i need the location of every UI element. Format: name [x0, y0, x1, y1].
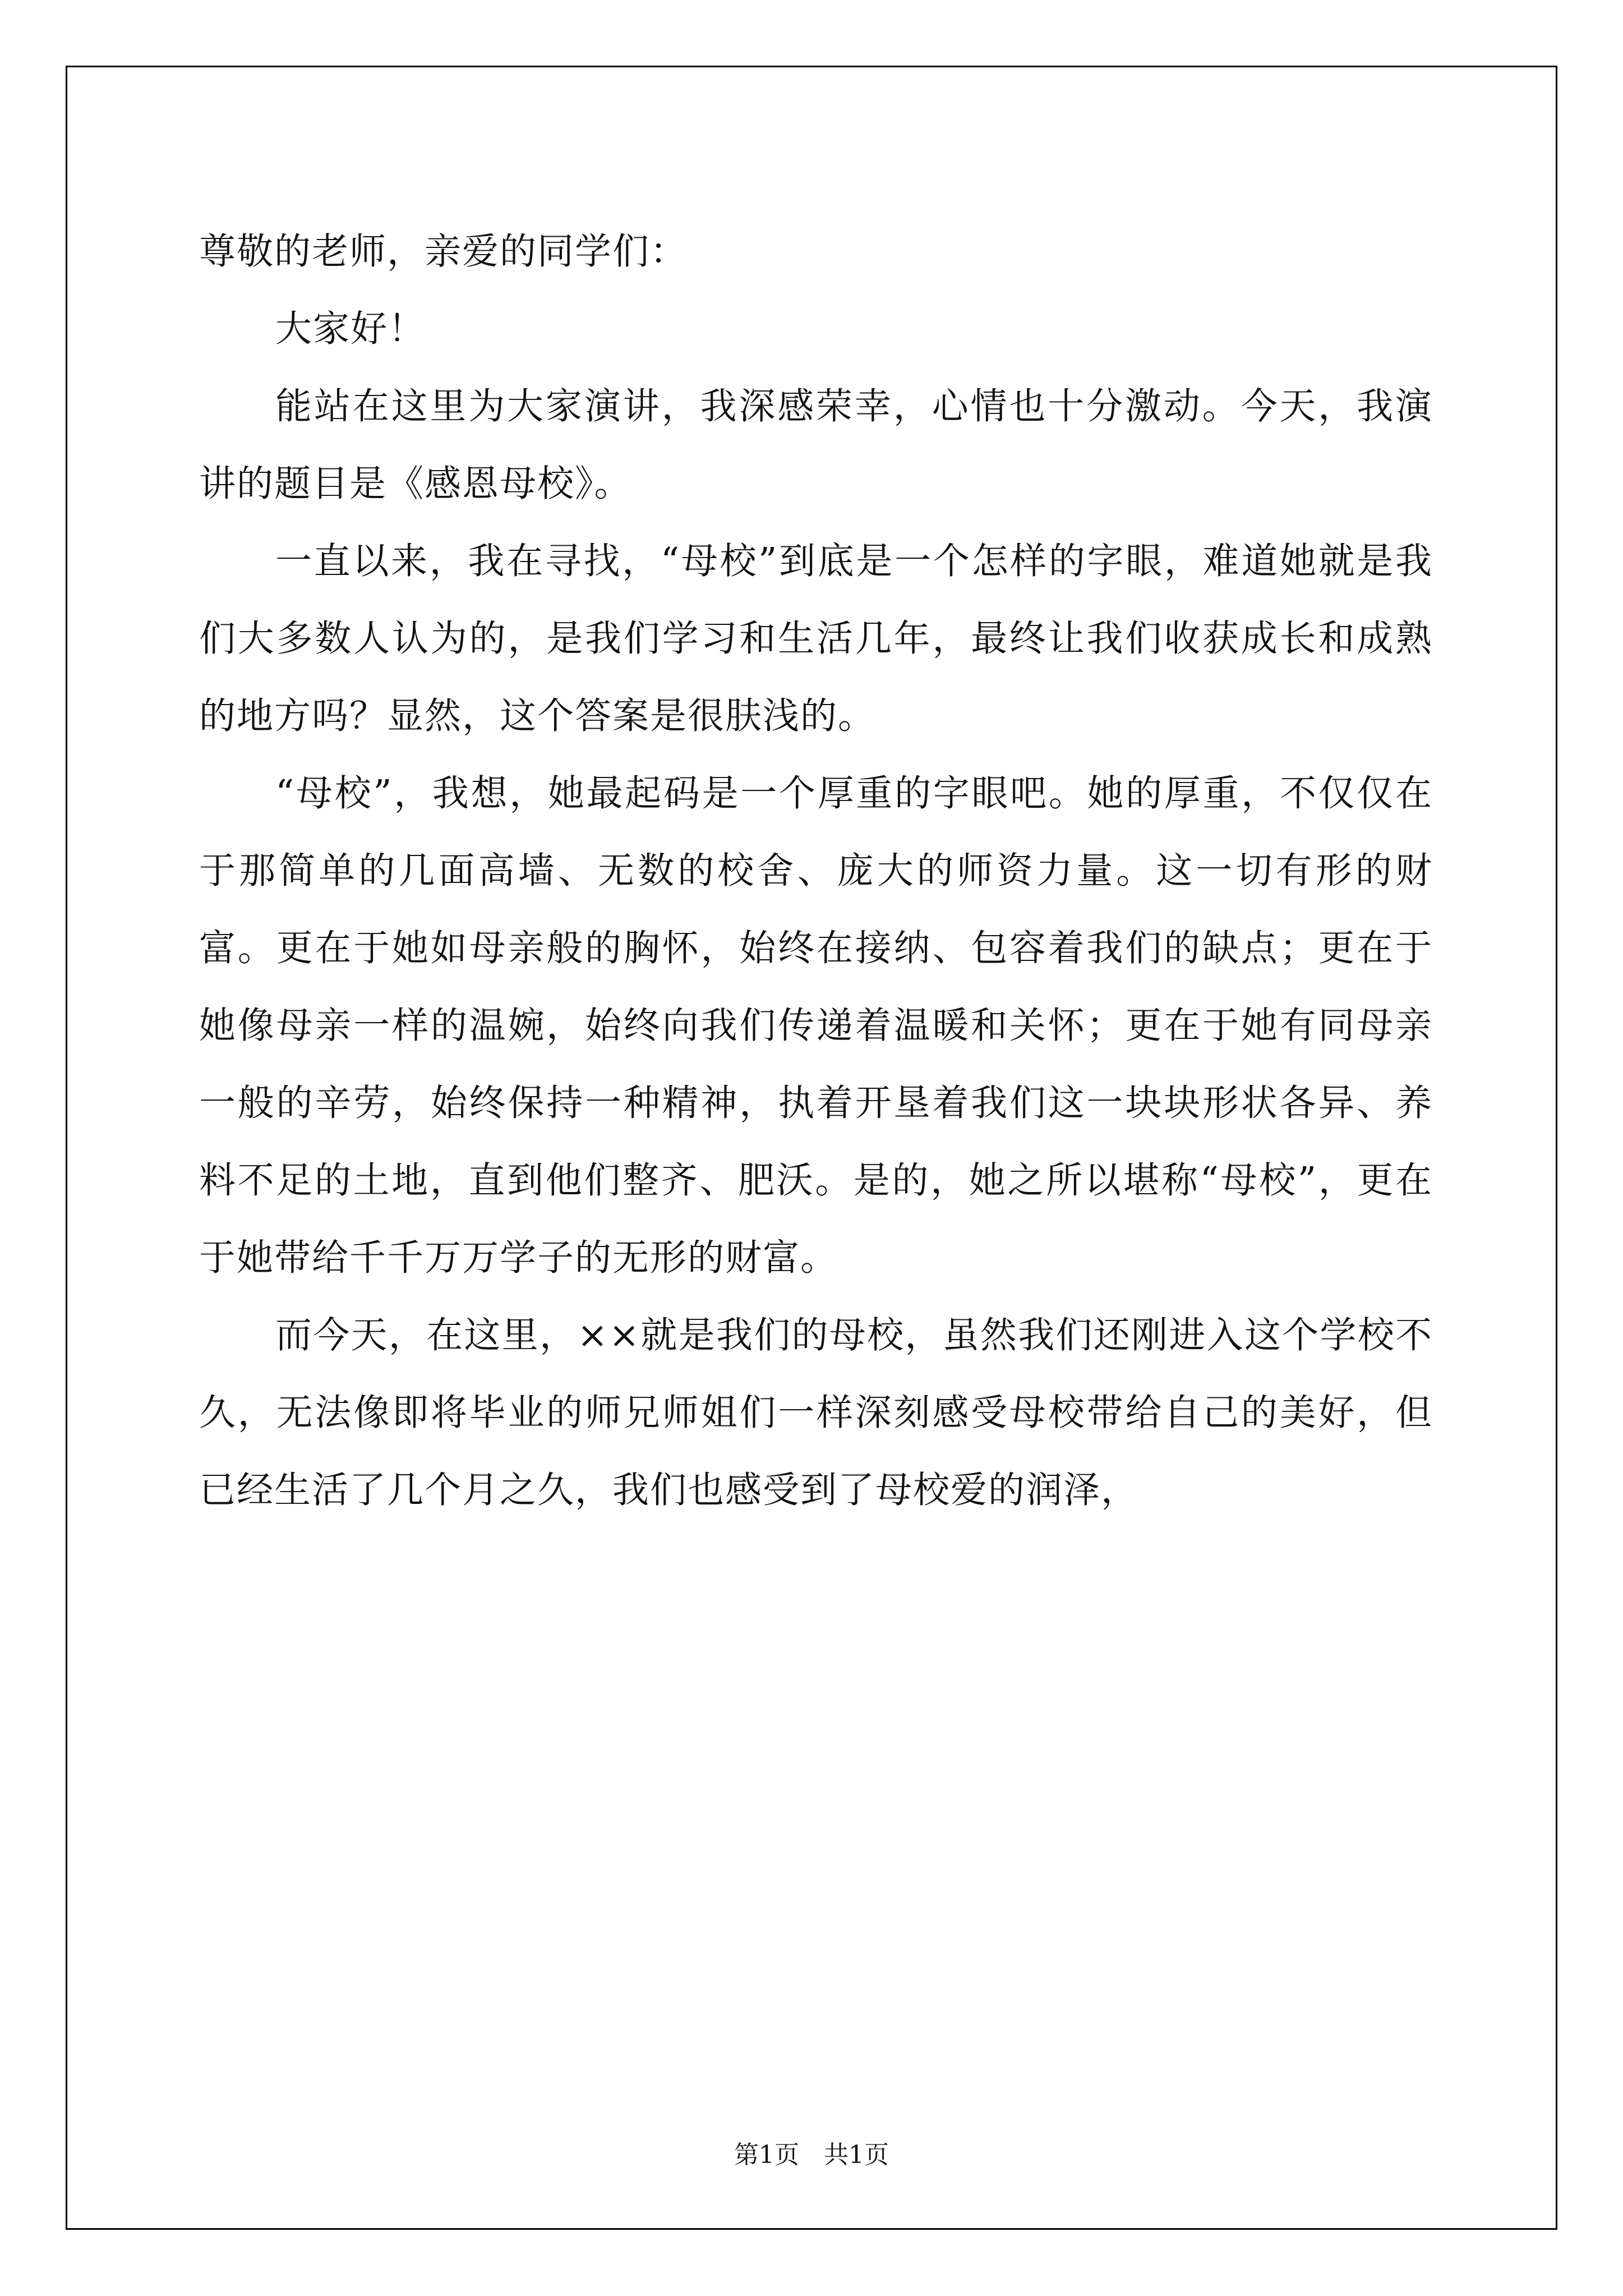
paragraph: 一直以来，我在寻找，“母校”到底是一个怎样的字眼，难道她就是我们大多数人认为的，是我们学习和生活几年，最终让我们收获成长和成熟的地方吗？显然，这个答案是很肤浅的。	[199, 540, 1433, 737]
document-body	[199, 213, 1433, 1529]
paragraph: 能站在这里为大家演讲，我深感荣幸，心情也十分激动。今天，我演讲的题目是《感恩母校》。	[199, 385, 1433, 505]
page-number-footer: 第1页 共1页	[734, 2141, 889, 2169]
salutation-line: 大家好！	[275, 308, 426, 350]
greeting-line: 尊敬的老师，亲爱的同学们：	[199, 231, 688, 273]
paragraph: “母校”，我想，她最起码是一个厚重的字眼吧。她的厚重，不仅仅在于那简单的几面高墙、无数的校舍、庞大的师资力量。这一切有形的财富。更在于她如母亲般的胸怀，始终在接纳、包容着我们的缺点；更在于她像母亲一样的温婉，始终向我们传递着温暖和关怀；更在于她有同母亲一般的辛劳，始终保持一种精神，执着开垦着我们这一块块形状各异、养料不足的土地，直到他们整齐、肥沃。是的，她之所以堪称“母校”，更在于她带给千千万万学子的无形的财富。	[199, 772, 1433, 1279]
paragraph: 而今天，在这里，××就是我们的母校，虽然我们还刚进入这个学校不久，无法像即将毕业的师兄师姐们一样深刻感受母校带给自己的美好，但已经生活了几个月之久，我们也感受到了母校爱的润泽，	[199, 1314, 1433, 1511]
